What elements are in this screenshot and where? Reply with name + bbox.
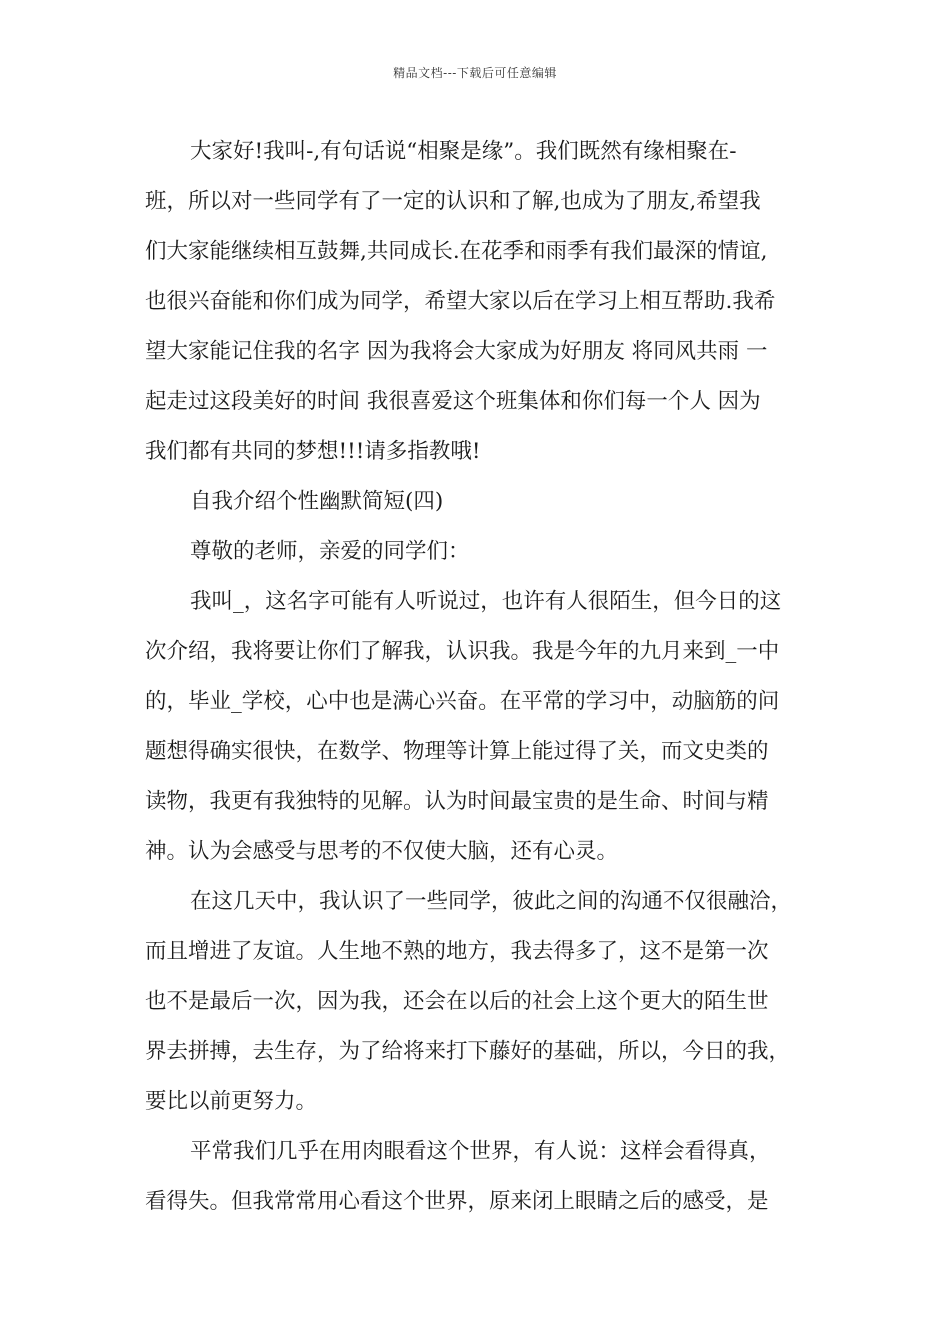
text-line: 起走过这段美好的时间 我很喜爱这个班集体和你们每一个人 因为 [145,389,761,414]
text-line: 在这几天中，我认识了一些同学，彼此之间的沟通不仅很融洽， [190,889,793,914]
text-line: 也不是最后一次，因为我，还会在以后的社会上这个更大的陌生世 [145,989,769,1014]
text-line: 读物，我更有我独特的见解。认为时间最宝贵的是生命、时间与精 [145,789,769,814]
text-line: 看得失。但我常常用心看这个世界，原来闭上眼睛之后的感受，是 [145,1189,769,1214]
text-line: 平常我们几乎在用肉眼看这个世界，有人说：这样会看得真， [190,1139,771,1164]
text-line: 我们都有共同的梦想!!!请多指教哦! [145,439,481,464]
text-line: 也很兴奋能和你们成为同学，希望大家以后在学习上相互帮助.我希 [145,289,776,314]
text-line: 大家好!我叫-,有句话说“相聚是缘”。我们既然有缘相聚在- [190,139,737,164]
text-line: 神。认为会感受与思考的不仅使大脑，还有心灵。 [145,839,619,864]
text-line: 要比以前更努力。 [145,1089,318,1114]
text-line: 的，毕业_学校，心中也是满心兴奋。在平常的学习中，动脑筋的问 [145,689,780,714]
text-line: 次介绍，我将要让你们了解我，认识我。我是今年的九月来到_一中 [145,639,780,664]
document-body [145,127,810,1227]
text-line: 题想得确实很快，在数学、物理等计算上能过得了关，而文史类的 [145,739,769,764]
text-line: 望大家能记住我的名字 因为我将会大家成为好朋友 将同风共雨 一 [145,339,768,364]
salutation: 尊敬的老师，亲爱的同学们： [190,539,470,564]
text-line: 界去拼搏，去生存，为了给将来打下藤好的基础，所以，今日的我， [145,1039,791,1064]
page-header: 精品文档---下载后可任意编辑 [393,66,557,80]
text-line: 我叫_，这名字可能有人听说过，也许有人很陌生，但今日的这 [190,589,782,614]
text-line: 班，所以对一些同学有了一定的认识和了解,也成为了朋友,希望我 [145,189,761,214]
text-line: 而且增进了友谊。人生地不熟的地方，我去得多了，这不是第一次 [145,939,769,964]
section-heading: 自我介绍个性幽默简短(四) [190,489,444,514]
text-line: 们大家能继续相互鼓舞,共同成长.在花季和雨季有我们最深的情谊, [145,239,768,264]
